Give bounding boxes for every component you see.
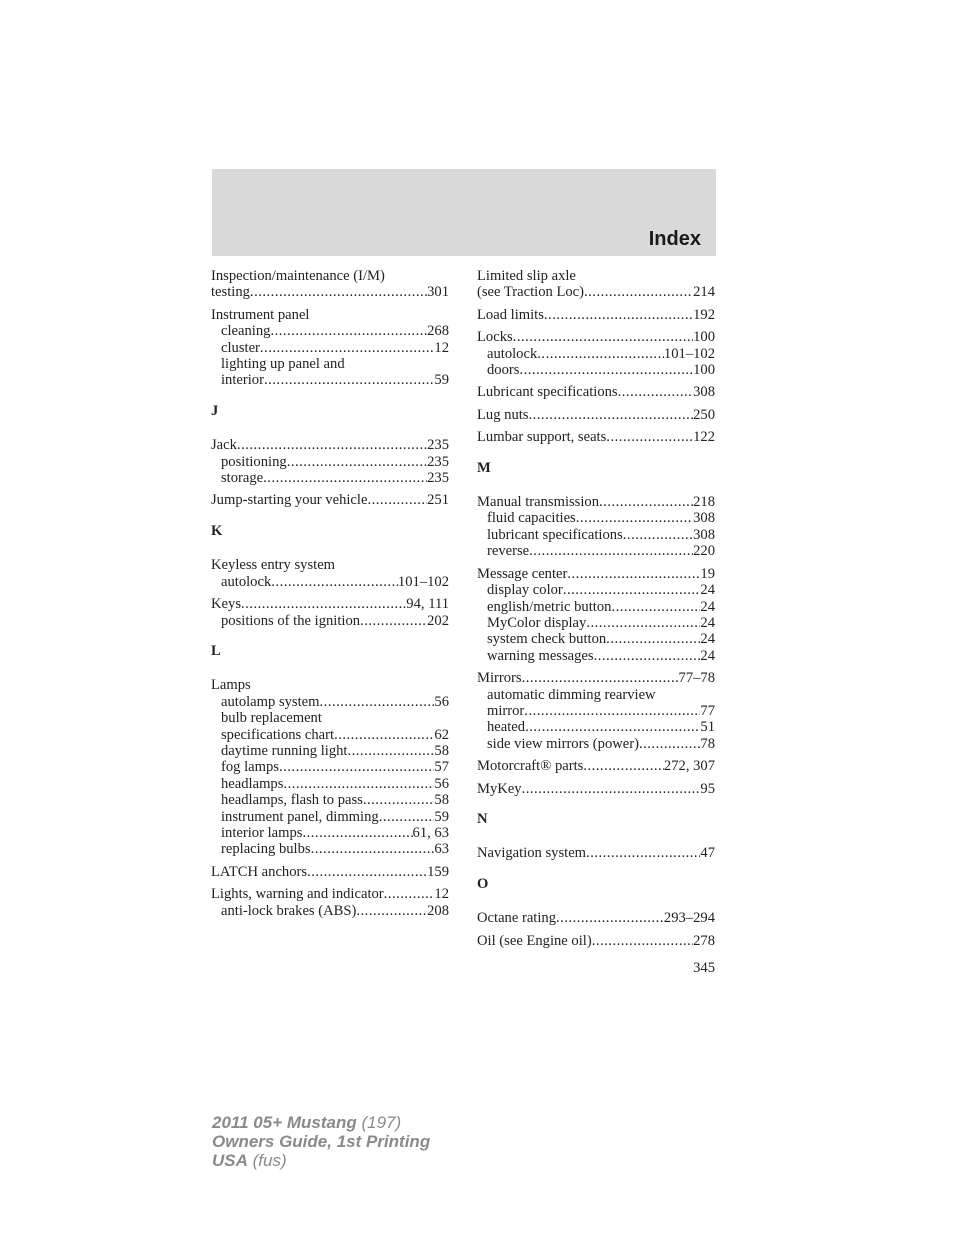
index-subentry xyxy=(211,613,449,629)
index-subentry xyxy=(477,687,715,703)
leader-dots xyxy=(586,615,700,631)
entry-term: Navigation system xyxy=(477,845,587,862)
index-subentry xyxy=(477,599,715,615)
page-reference: 56 xyxy=(434,693,449,710)
page-reference: 63 xyxy=(434,841,449,858)
entry-term: english/metric button xyxy=(487,598,612,615)
entry-term: Lug nuts xyxy=(477,406,529,423)
leader-dots xyxy=(279,759,434,775)
index-entry-line xyxy=(211,284,449,300)
page-reference: 58 xyxy=(434,792,449,809)
entry-term: Manual transmission xyxy=(477,494,600,511)
footer-market: USA xyxy=(212,1151,248,1170)
entry-term: daytime running light xyxy=(221,742,348,759)
page-reference: 51 xyxy=(700,719,715,736)
leader-dots xyxy=(584,284,693,300)
index-subentry xyxy=(211,710,449,726)
entry-term: display color xyxy=(487,582,563,599)
entry-term: Keyless entry system xyxy=(211,557,336,574)
index-column-left xyxy=(211,268,449,925)
index-subentry xyxy=(477,615,715,631)
entry-term: Load limits xyxy=(477,306,544,323)
index-entry xyxy=(211,886,449,919)
index-column-right xyxy=(477,268,715,955)
index-entry-line xyxy=(477,307,715,323)
index-subentry xyxy=(211,372,449,388)
index-letter-heading: M xyxy=(477,459,491,476)
page-title: Index xyxy=(648,228,701,250)
index-entry xyxy=(211,307,449,389)
entry-term: MyKey xyxy=(477,780,522,797)
entry-term: fog lamps xyxy=(221,759,279,776)
leader-dots xyxy=(586,845,700,861)
entry-term: Lubricant specifications xyxy=(477,384,618,401)
leader-dots xyxy=(367,492,427,508)
index-entry xyxy=(211,492,449,508)
entry-term: positioning xyxy=(221,453,287,470)
entry-term: instrument panel, dimming xyxy=(221,808,379,825)
index-subentry xyxy=(211,776,449,792)
footer-guide: Owners Guide, 1st Printing xyxy=(212,1132,431,1151)
index-subentry xyxy=(211,743,449,759)
page-reference: 24 xyxy=(700,647,715,664)
index-entry xyxy=(211,677,449,857)
index-entry xyxy=(477,933,715,949)
page-reference: 62 xyxy=(434,726,449,743)
index-subentry xyxy=(211,470,449,486)
index-subentry xyxy=(477,736,715,752)
leader-dots xyxy=(283,776,434,792)
index-subentry xyxy=(211,903,449,919)
page-reference: 24 xyxy=(700,598,715,615)
index-entry-line xyxy=(477,407,715,423)
entry-term: doors xyxy=(487,362,520,379)
leader-dots xyxy=(360,613,427,629)
page-reference: 202 xyxy=(427,612,449,629)
leader-dots xyxy=(528,407,693,423)
index-subentry xyxy=(211,825,449,841)
index-entry-line xyxy=(211,596,449,612)
leader-dots xyxy=(639,736,700,752)
index-subentry xyxy=(211,340,449,356)
page-reference: 12 xyxy=(434,339,449,356)
entry-term: Octane rating xyxy=(477,910,557,927)
index-entry xyxy=(211,268,449,301)
index-subentry xyxy=(211,323,449,339)
entry-term: warning messages xyxy=(487,647,594,664)
header-band xyxy=(212,169,716,256)
page-reference: 278 xyxy=(693,932,715,949)
index-entry xyxy=(477,329,715,378)
index-entry-line xyxy=(211,307,449,323)
leader-dots xyxy=(302,825,412,841)
index-entry-line xyxy=(477,384,715,400)
entry-term: anti-lock brakes (ABS) xyxy=(221,902,357,919)
index-subentry xyxy=(211,356,449,372)
entry-term: reverse xyxy=(487,543,530,560)
index-entry xyxy=(211,596,449,629)
page-reference: 308 xyxy=(693,526,715,543)
index-letter-heading: O xyxy=(477,875,489,892)
index-subentry xyxy=(211,841,449,857)
index-entry-line xyxy=(211,864,449,880)
entry-term: Message center xyxy=(477,565,568,582)
index-subentry xyxy=(211,727,449,743)
leader-dots xyxy=(264,372,434,388)
page-reference: 101–102 xyxy=(397,573,449,590)
entry-term: specifications chart xyxy=(221,726,335,743)
leader-dots xyxy=(311,841,435,857)
index-entry xyxy=(477,494,715,560)
leader-dots xyxy=(334,727,434,743)
index-entry xyxy=(477,407,715,423)
index-subentry xyxy=(211,792,449,808)
index-entry-line xyxy=(477,566,715,582)
index-letter-heading: K xyxy=(211,522,223,539)
page-reference: 59 xyxy=(434,808,449,825)
leader-dots xyxy=(260,340,435,356)
page-reference: 57 xyxy=(434,759,449,776)
entry-term: bulb replacement xyxy=(221,710,322,727)
entry-term: side view mirrors (power) xyxy=(487,735,639,752)
page-reference: 56 xyxy=(434,775,449,792)
index-entry xyxy=(477,781,715,797)
leader-dots xyxy=(513,329,693,345)
page-reference: 77–78 xyxy=(678,670,715,687)
page-reference: 235 xyxy=(427,453,449,470)
entry-term: automatic dimming rearview xyxy=(487,686,656,703)
entry-term: heated xyxy=(487,719,526,736)
leader-dots xyxy=(320,694,435,710)
page-reference: 214 xyxy=(693,284,715,301)
leader-dots xyxy=(576,510,693,526)
page-reference: 95 xyxy=(700,780,715,797)
page-reference: 24 xyxy=(700,582,715,599)
leader-dots xyxy=(529,543,693,559)
leader-dots xyxy=(241,596,406,612)
entry-term: Jump-starting your vehicle xyxy=(211,492,368,509)
page-reference: 218 xyxy=(693,494,715,511)
page-reference: 77 xyxy=(700,702,715,719)
index-letter-heading: J xyxy=(211,402,219,419)
leader-dots xyxy=(522,781,701,797)
leader-dots xyxy=(519,362,693,378)
index-subentry xyxy=(477,703,715,719)
leader-dots xyxy=(347,743,434,759)
page-reference: 208 xyxy=(427,902,449,919)
index-subentry xyxy=(211,759,449,775)
leader-dots xyxy=(525,719,700,735)
index-entry-line xyxy=(477,284,715,300)
index-entry-line xyxy=(477,429,715,445)
index-entry-line xyxy=(211,677,449,693)
entry-term: Oil (see Engine oil) xyxy=(477,932,592,949)
page-reference: 58 xyxy=(434,742,449,759)
entry-term: storage xyxy=(221,470,264,487)
page-reference: 251 xyxy=(427,492,449,509)
page-reference: 192 xyxy=(693,306,715,323)
index-entry xyxy=(477,845,715,861)
index-entry-line xyxy=(477,268,715,284)
page-reference: 12 xyxy=(434,886,449,903)
entry-term: MyColor display xyxy=(487,614,587,631)
leader-dots xyxy=(618,384,693,400)
leader-dots xyxy=(522,670,679,686)
index-entry-line xyxy=(211,437,449,453)
leader-dots xyxy=(237,437,427,453)
entry-term: Inspection/maintenance (I/M) xyxy=(211,268,385,284)
index-entry-line xyxy=(477,933,715,949)
page-reference: 24 xyxy=(700,631,715,648)
index-entry-line xyxy=(477,758,715,774)
leader-dots xyxy=(537,346,664,362)
page-reference: 308 xyxy=(693,384,715,401)
entry-term: Lamps xyxy=(211,677,251,694)
entry-term: system check button xyxy=(487,631,607,648)
leader-dots xyxy=(599,494,693,510)
page-reference: 235 xyxy=(427,470,449,487)
entry-term: Lumbar support, seats xyxy=(477,429,607,446)
index-subentry xyxy=(211,694,449,710)
leader-dots xyxy=(270,323,427,339)
page-reference: 100 xyxy=(693,329,715,346)
footer-model-code: (197) xyxy=(361,1113,402,1132)
entry-term: interior xyxy=(221,372,264,389)
index-letter-heading: N xyxy=(477,810,488,827)
index-entry xyxy=(477,307,715,323)
page-reference: 101–102 xyxy=(663,345,715,362)
leader-dots xyxy=(287,454,427,470)
leader-dots xyxy=(379,809,435,825)
leader-dots xyxy=(250,284,427,300)
index-entry xyxy=(211,557,449,590)
entry-term: cleaning xyxy=(221,323,271,340)
leader-dots xyxy=(606,631,700,647)
leader-dots xyxy=(556,910,664,926)
index-subentry xyxy=(477,631,715,647)
page-reference: 293–294 xyxy=(663,910,715,927)
entry-term: Mirrors xyxy=(477,670,522,687)
page-reference: 301 xyxy=(427,284,449,301)
entry-term: lubricant specifications xyxy=(487,526,623,543)
page-reference: 100 xyxy=(693,362,715,379)
leader-dots xyxy=(544,307,693,323)
index-subentry xyxy=(477,510,715,526)
index-subentry xyxy=(477,648,715,664)
index-entry xyxy=(477,910,715,926)
entry-term: interior lamps xyxy=(221,824,303,841)
page-reference: 272, 307 xyxy=(663,758,715,775)
entry-term: autolock xyxy=(487,345,538,362)
index-subentry xyxy=(477,346,715,362)
page-reference: 220 xyxy=(693,543,715,560)
index-entry-line xyxy=(211,557,449,573)
entry-term: autolock xyxy=(221,573,272,590)
entry-term: (see Traction Loc) xyxy=(477,284,584,301)
page-reference: 78 xyxy=(700,735,715,752)
index-subentry xyxy=(211,574,449,590)
page-reference: 159 xyxy=(427,863,449,880)
entry-term: fluid capacities xyxy=(487,510,576,527)
entry-term: Motorcraft® parts xyxy=(477,758,584,775)
entry-term: Keys xyxy=(211,596,241,613)
leader-dots xyxy=(263,470,427,486)
entry-term: lighting up panel and xyxy=(221,356,345,373)
index-letter-heading: L xyxy=(211,642,221,659)
index-entry-line xyxy=(477,329,715,345)
page-reference: 47 xyxy=(700,845,715,862)
index-entry xyxy=(477,758,715,774)
leader-dots xyxy=(623,527,693,543)
index-subentry xyxy=(477,362,715,378)
index-entry-line xyxy=(477,845,715,861)
page-reference: 59 xyxy=(434,372,449,389)
index-entry xyxy=(477,566,715,664)
index-entry-line xyxy=(477,494,715,510)
entry-term: autolamp system xyxy=(221,693,320,710)
leader-dots xyxy=(563,582,701,598)
index-entry xyxy=(477,429,715,445)
leader-dots xyxy=(356,903,427,919)
leader-dots xyxy=(307,864,427,880)
entry-term: mirror xyxy=(487,702,525,719)
entry-term: Jack xyxy=(211,437,237,454)
page-reference: 24 xyxy=(700,614,715,631)
page-reference: 308 xyxy=(693,510,715,527)
index-entry xyxy=(211,864,449,880)
index-entry-line xyxy=(477,670,715,686)
footer-model: 2011 05+ Mustang xyxy=(212,1113,357,1132)
leader-dots xyxy=(567,566,700,582)
page-reference: 19 xyxy=(700,565,715,582)
page-reference: 250 xyxy=(693,406,715,423)
leader-dots xyxy=(271,574,398,590)
index-entry-line xyxy=(211,492,449,508)
index-entry-line xyxy=(477,781,715,797)
entry-term: Lights, warning and indicator xyxy=(211,886,384,903)
index-subentry xyxy=(211,454,449,470)
index-subentry xyxy=(477,527,715,543)
index-entry-line xyxy=(211,886,449,902)
page-reference: 94, 111 xyxy=(406,596,449,613)
entry-term: Limited slip axle xyxy=(477,268,576,284)
index-entry-line xyxy=(211,268,449,284)
leader-dots xyxy=(611,599,700,615)
leader-dots xyxy=(384,886,435,902)
leader-dots xyxy=(583,758,664,774)
entry-term: replacing bulbs xyxy=(221,841,311,858)
leader-dots xyxy=(592,933,693,949)
page-reference: 235 xyxy=(427,437,449,454)
leader-dots xyxy=(606,429,693,445)
entry-term: positions of the ignition xyxy=(221,612,361,629)
index-subentry xyxy=(477,719,715,735)
page-reference: 268 xyxy=(427,323,449,340)
index-entry xyxy=(477,268,715,301)
entry-term: headlamps, flash to pass xyxy=(221,792,363,809)
entry-term: headlamps xyxy=(221,775,284,792)
page-reference: 122 xyxy=(693,429,715,446)
page-reference: 61, 63 xyxy=(412,824,449,841)
index-entry-line xyxy=(477,910,715,926)
leader-dots xyxy=(594,648,701,664)
entry-term: Instrument panel xyxy=(211,306,310,323)
index-entry xyxy=(211,437,449,486)
entry-term: LATCH anchors xyxy=(211,863,308,880)
entry-term: Locks xyxy=(477,329,513,346)
leader-dots xyxy=(363,792,435,808)
index-subentry xyxy=(477,543,715,559)
entry-term: cluster xyxy=(221,339,260,356)
leader-dots xyxy=(524,703,700,719)
footer-market-code: (fus) xyxy=(252,1151,287,1170)
index-subentry xyxy=(477,582,715,598)
entry-term: testing xyxy=(211,284,250,301)
index-subentry xyxy=(211,809,449,825)
footer-imprint xyxy=(212,1113,430,1170)
index-entry xyxy=(477,384,715,400)
index-entry xyxy=(477,670,715,752)
page-number: 345 xyxy=(693,960,715,976)
